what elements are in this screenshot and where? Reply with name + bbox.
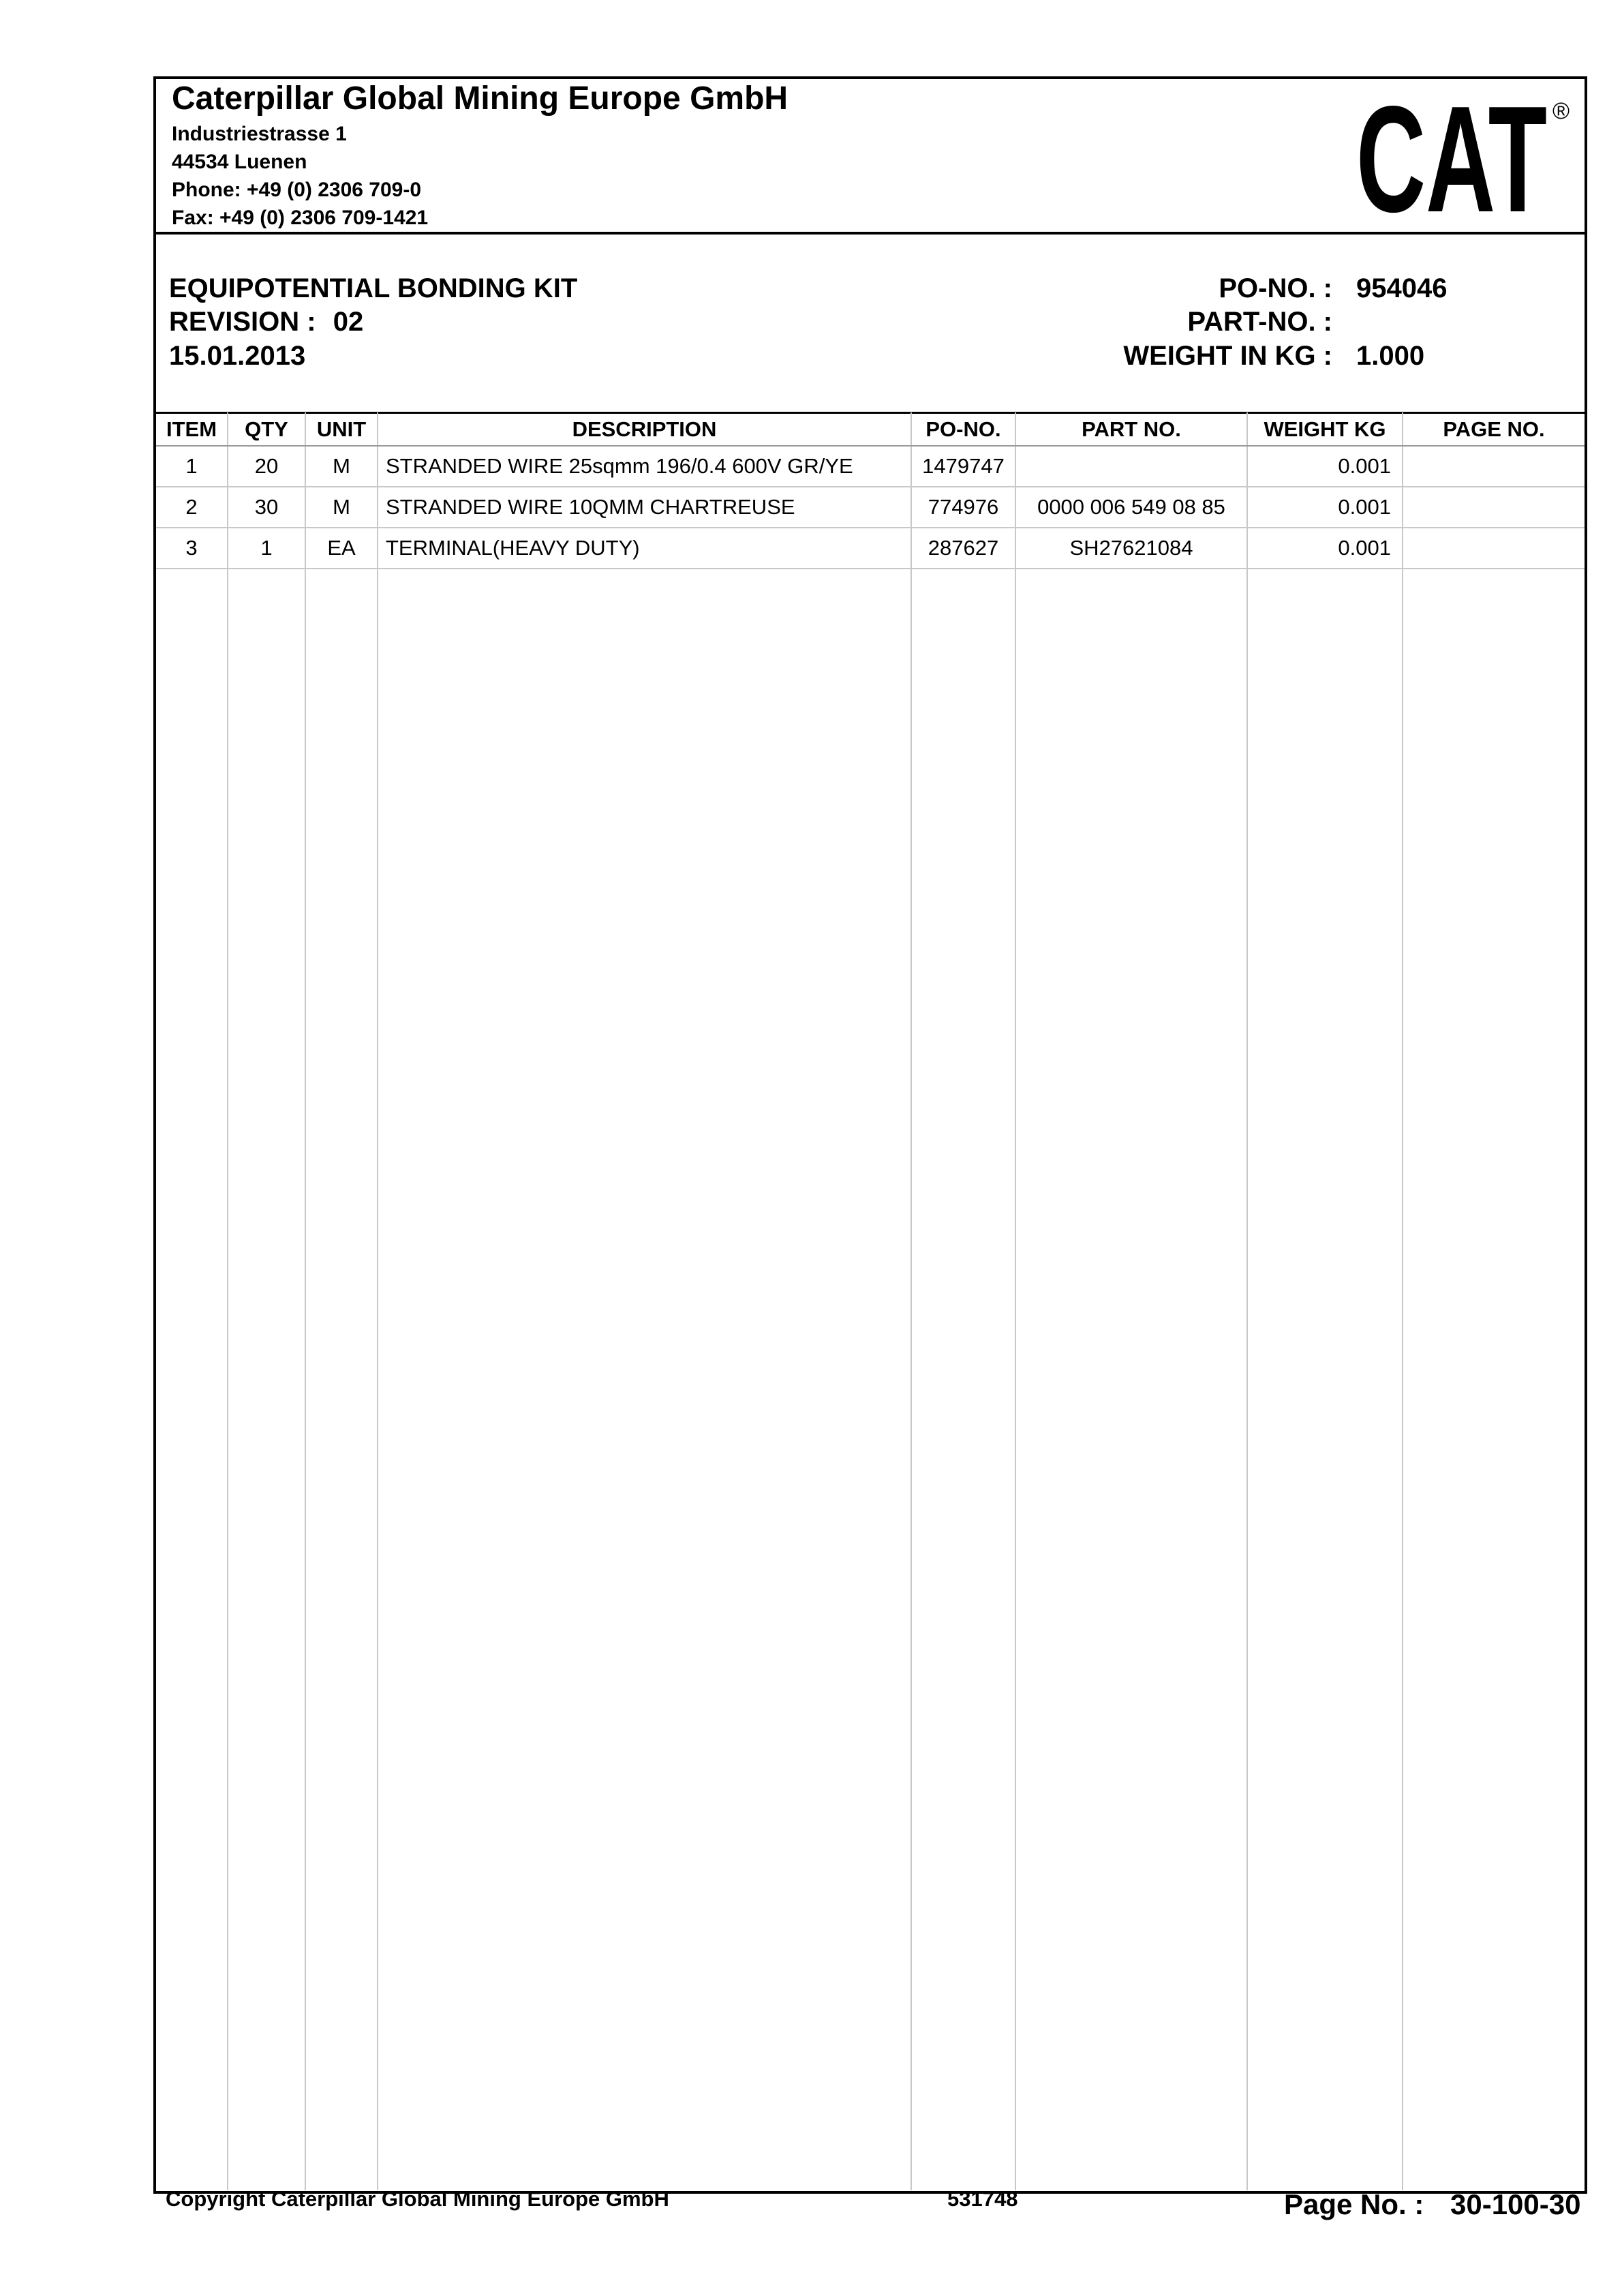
registered-mark: ® [1552, 98, 1570, 124]
company-name: Caterpillar Global Mining Europe GmbH [172, 80, 789, 117]
row-divider [156, 568, 1585, 569]
cell-description: TERMINAL(HEAVY DUTY) [386, 536, 640, 560]
cell-description: STRANDED WIRE 10QMM CHARTREUSE [386, 495, 795, 519]
cell-po-no: 1479747 [922, 454, 1005, 478]
weight-value: 1.000 [1356, 341, 1425, 371]
copyright-notice: Copyright Caterpillar Global Mining Europe GmbH [166, 2187, 669, 2211]
logo-text: CAT [1356, 95, 1547, 218]
cell-qty: 20 [254, 454, 279, 478]
cell-item: 2 [185, 495, 198, 519]
cell-part-no: SH27621084 [1069, 536, 1193, 560]
document-number: 531748 [947, 2187, 1018, 2211]
cell-po-no: 774976 [928, 495, 999, 519]
cell-qty: 30 [254, 495, 279, 519]
page-number-label: Page No. : [1284, 2188, 1424, 2220]
cell-weight: 0.001 [1338, 454, 1391, 478]
cell-unit: EA [327, 536, 356, 560]
column-divider [1015, 412, 1016, 2190]
header-description: DESCRIPTION [572, 417, 717, 441]
company-city: 44534 Luenen [172, 151, 307, 173]
company-fax: Fax: +49 (0) 2306 709-1421 [172, 207, 429, 229]
po-no-label: PO-NO. : [1219, 273, 1332, 303]
cell-unit: M [333, 495, 350, 519]
column-divider [1246, 412, 1248, 2190]
column-divider [305, 412, 306, 2190]
revision [169, 305, 363, 339]
cell-weight: 0.001 [1338, 536, 1391, 560]
document-title: EQUIPOTENTIAL BONDING KIT [169, 273, 578, 303]
header-item: ITEM [166, 417, 217, 441]
header-weight: WEIGHT KG [1264, 417, 1386, 441]
column-divider [377, 412, 378, 2190]
cell-item: 3 [185, 536, 198, 560]
cell-page-no [1403, 528, 1585, 568]
header-qty: QTY [245, 417, 288, 441]
header-po-no: PO-NO. [925, 417, 1001, 441]
cell-qty: 1 [260, 536, 273, 560]
revision-value: 02 [333, 307, 364, 337]
cell-unit: M [333, 454, 350, 478]
revision-label: REVISION : [169, 307, 316, 337]
document-frame [153, 76, 1587, 2194]
weight-label: WEIGHT IN KG : [1123, 341, 1332, 371]
header-page-no: PAGE NO. [1443, 417, 1545, 441]
cat-logo [1356, 95, 1574, 218]
cell-description: STRANDED WIRE 25sqmm 196/0.4 600V GR/YE [386, 454, 853, 478]
cell-item: 1 [185, 454, 198, 478]
cell-po-no: 287627 [928, 536, 999, 560]
column-divider [1402, 412, 1403, 2190]
company-street: Industriestrasse 1 [172, 123, 347, 145]
header-part-no: PART NO. [1082, 417, 1181, 441]
column-divider [911, 412, 912, 2190]
column-divider [227, 412, 228, 2190]
cell-weight: 0.001 [1338, 495, 1391, 519]
company-phone: Phone: +49 (0) 2306 709-0 [172, 179, 422, 201]
cell-part-no: 0000 006 549 08 85 [1037, 495, 1225, 519]
cell-part-no [1016, 447, 1246, 486]
page-number-value: 30-100-30 [1450, 2188, 1581, 2220]
company-header [172, 79, 788, 232]
cell-page-no [1403, 487, 1585, 527]
part-no-label: PART-NO. : [1187, 307, 1332, 337]
header-unit: UNIT [316, 417, 367, 441]
document-date: 15.01.2013 [169, 341, 306, 371]
header-divider [153, 232, 1587, 235]
po-no-value: 954046 [1356, 273, 1448, 303]
cell-page-no [1403, 447, 1585, 486]
